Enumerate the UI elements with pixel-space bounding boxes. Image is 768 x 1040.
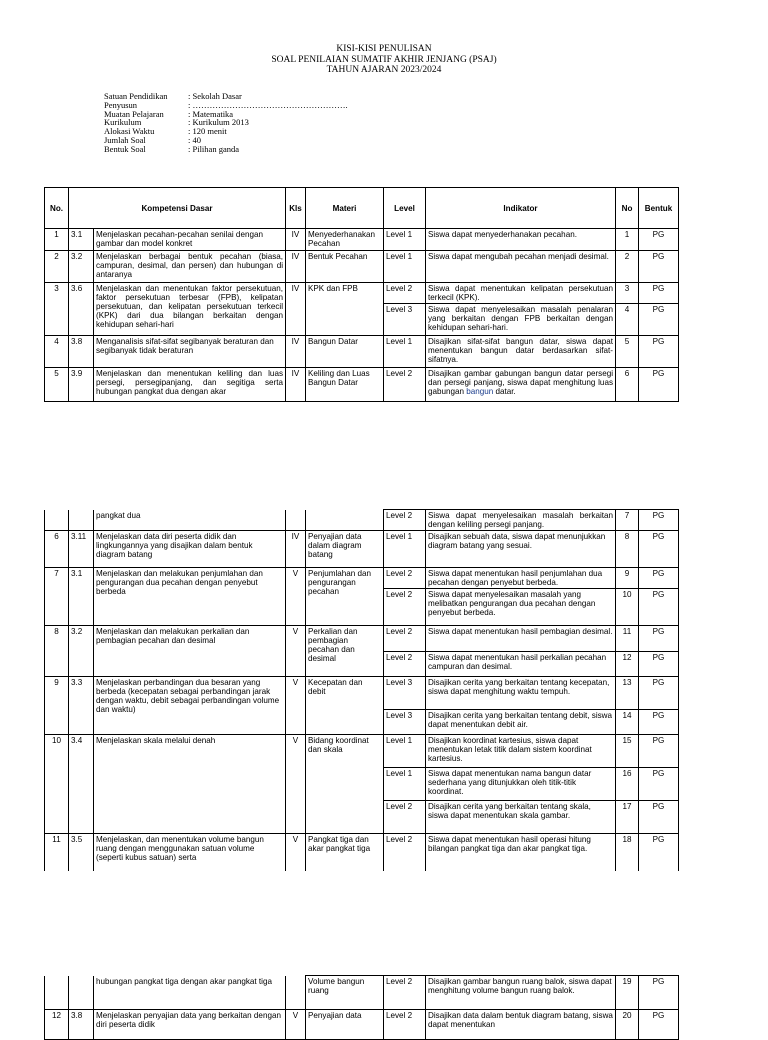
cell-level: Level 2 <box>384 801 426 834</box>
cell-no-soal: 13 <box>616 677 639 710</box>
cell-level: Level 1 <box>384 735 426 768</box>
cell-kd: Menjelaskan berbagai bentuk pecahan (biasa, campuran, desimal, dan persen) dan hubungan di antaranya <box>94 251 286 283</box>
info-label: Jumlah Soal <box>104 134 146 145</box>
cell-materi: Penjumlahan dan pengurangan pecahan <box>306 568 384 626</box>
cell-no-soal: 7 <box>616 510 639 531</box>
cell-materi: Volume bangun ruang <box>306 976 384 1010</box>
cell-bentuk: PG <box>639 589 679 626</box>
cell-no-soal: 9 <box>616 568 639 589</box>
cell-no: 10 <box>45 735 69 834</box>
cell-no-soal: 3 <box>616 283 639 304</box>
cell-no-soal: 14 <box>616 710 639 735</box>
cell-bentuk: PG <box>639 626 679 652</box>
cell-kd-no: 3.2 <box>69 626 94 677</box>
cell-bentuk: PG <box>639 368 679 402</box>
info-value: : 120 menit <box>188 126 227 137</box>
cell-no: 4 <box>45 336 69 368</box>
cell-kd: hubungan pangkat tiga dengan akar pangkat tiga <box>94 976 286 1010</box>
cell-level: Level 2 <box>384 368 426 402</box>
cell-bentuk: PG <box>639 531 679 568</box>
cell-no-soal: 4 <box>616 304 639 336</box>
cell-kd: Menganalisis sifat-sifat segibanyak beraturan dan segibanyak tidak beraturan <box>94 336 286 368</box>
title-line-2: SOAL PENILAIAN SUMATIF AKHIR JENJANG (PSAJ) <box>271 54 497 65</box>
header-kls: Kls <box>286 188 306 229</box>
title-line-1: KISI-KISI PENULISAN <box>336 44 432 54</box>
cell-no-soal: 18 <box>616 834 639 872</box>
table-row <box>45 677 679 710</box>
cell-bentuk: PG <box>639 1010 679 1040</box>
cell-bentuk: PG <box>639 710 679 735</box>
cell-level: Level 3 <box>384 304 426 336</box>
header-indikator: Indikator <box>426 188 616 229</box>
cell-kls: V <box>286 677 306 735</box>
cell-indikator: Siswa dapat menentukan kelipatan persekutuan terkecil (KPK). <box>426 283 616 304</box>
cell-bentuk: PG <box>639 768 679 801</box>
cell-bentuk: PG <box>639 229 679 251</box>
info-value: : Pilihan ganda <box>188 143 239 154</box>
cell-kls: IV <box>286 251 306 283</box>
cell-no: 6 <box>45 531 69 568</box>
cell-materi: Pangkat tiga dan akar pangkat tiga <box>306 834 384 872</box>
cell-kd-no: 3.5 <box>69 834 94 872</box>
cell-kls: IV <box>286 229 306 251</box>
cell-level: Level 3 <box>384 677 426 710</box>
cell-kd: Menjelaskan data diri peserta didik dan lingkungannya yang disajikan dalam bentuk diagram batang <box>94 531 286 568</box>
cell-kd-no: 3.11 <box>69 531 94 568</box>
cell-kd: Menjelaskan, dan menentukan volume bangun ruang dengan menggunakan satuan volume (seperti kubus satuan) serta <box>94 834 286 872</box>
cell-no: 9 <box>45 677 69 735</box>
cell-bentuk: PG <box>639 510 679 531</box>
cell-kd: Menjelaskan pecahan-pecahan senilai dengan gambar dan model konkret <box>94 229 286 251</box>
cell-level: Level 1 <box>384 336 426 368</box>
header-bentuk: Bentuk <box>639 188 679 229</box>
cell-no: 11 <box>45 834 69 872</box>
cell-kd-no <box>69 510 94 531</box>
info-label: Muatan Pelajaran <box>104 108 164 119</box>
cell-bentuk: PG <box>639 652 679 677</box>
cell-kls: V <box>286 626 306 677</box>
table-row <box>45 510 679 531</box>
cell-level: Level 1 <box>384 251 426 283</box>
cell-materi: Keliling dan Luas Bangun Datar <box>306 368 384 402</box>
info-value: : 40 <box>188 134 201 145</box>
cell-indikator: Disajikan koordinat kartesius, siswa dapat menentukan letak titik dalam sistem koordinat kartesius. <box>426 735 616 768</box>
cell-indikator: Siswa dapat menyelesaikan masalah yang melibatkan pengurangan dua pecahan dengan penyebut berbeda. <box>426 589 616 626</box>
cell-no-soal: 19 <box>616 976 639 1010</box>
cell-materi: Penyajian data dalam diagram batang <box>306 531 384 568</box>
cell-materi: Menyederhanakan Pecahan <box>306 229 384 251</box>
indikator-text: datar. <box>493 387 516 396</box>
cell-no-soal: 20 <box>616 1010 639 1040</box>
cell-indikator: Siswa dapat mengubah pecahan menjadi desimal. <box>426 251 616 283</box>
info-value: : Matematika <box>188 108 234 119</box>
info-value: : Kurikulum 2013 <box>188 117 249 128</box>
cell-no: 7 <box>45 568 69 626</box>
cell-no-soal: 15 <box>616 735 639 768</box>
cell-no-soal: 8 <box>616 531 639 568</box>
cell-indikator: Siswa dapat menyelesaikan masalah penalaran yang berkaitan dengan FPB berkaitan dengan kehidupan sehari-hari. <box>426 304 616 336</box>
cell-level: Level 2 <box>384 976 426 1010</box>
cell-kd-no: 3.9 <box>69 368 94 402</box>
cell-kd-no <box>69 976 94 1010</box>
cell-bentuk: PG <box>639 251 679 283</box>
cell-indikator: Disajikan cerita yang berkaitan tentang skala, siswa dapat menentukan skala gambar. <box>426 801 616 834</box>
cell-indikator: Siswa dapat menyederhanakan pecahan. <box>426 229 616 251</box>
cell-no-soal: 10 <box>616 589 639 626</box>
cell-bentuk: PG <box>639 283 679 304</box>
cell-indikator: Siswa dapat menyelesaikan masalah berkaitan dengan keliling persegi panjang. <box>426 510 616 531</box>
cell-kls <box>286 976 306 1010</box>
cell-kd-no: 3.8 <box>69 336 94 368</box>
cell-level: Level 2 <box>384 1010 426 1040</box>
cell-bentuk: PG <box>639 677 679 710</box>
cell-kls: IV <box>286 531 306 568</box>
info-label: Alokasi Waktu <box>104 126 155 137</box>
indikator-text-highlight: bangun <box>466 387 494 396</box>
cell-level: Level 2 <box>384 652 426 677</box>
cell-bentuk: PG <box>639 735 679 768</box>
cell-kd: Menjelaskan penyajian data yang berkaitan dengan diri peserta didik <box>94 1010 286 1040</box>
cell-kls: V <box>286 568 306 626</box>
header-materi: Materi <box>306 188 384 229</box>
table-row <box>45 735 679 768</box>
table-row <box>45 976 679 1010</box>
cell-kd-no: 3.6 <box>69 283 94 336</box>
cell-bentuk: PG <box>639 976 679 1010</box>
cell-no: 5 <box>45 368 69 402</box>
info-label: Bentuk Soal <box>104 143 146 154</box>
cell-kd: Menjelaskan perbandingan dua besaran yang berbeda (kecepatan sebagai perbandingan jarak dengan waktu, debit sebagai perbandingan volume dan waktu) <box>94 677 286 735</box>
cell-level: Level 1 <box>384 768 426 801</box>
header-level: Level <box>384 188 426 229</box>
title-line-3: TAHUN AJARAN 2023/2024 <box>326 65 442 75</box>
cell-level: Level 2 <box>384 283 426 304</box>
cell-no-soal: 6 <box>616 368 639 402</box>
cell-kls: V <box>286 834 306 872</box>
cell-kls: IV <box>286 368 306 402</box>
table-row <box>45 834 679 872</box>
cell-level: Level 2 <box>384 834 426 872</box>
cell-no: 1 <box>45 229 69 251</box>
cell-no-soal: 12 <box>616 652 639 677</box>
cell-indikator: Disajikan cerita yang berkaitan tentang kecepatan, siswa dapat menghitung waktu tempuh. <box>426 677 616 710</box>
cell-no-soal: 11 <box>616 626 639 652</box>
table-row <box>45 626 679 652</box>
cell-kd: Menjelaskan dan menentukan keliling dan luas persegi, persegipanjang, dan segitiga serta hubungan pangkat dua dengan akar <box>94 368 286 402</box>
cell-materi: Bangun Datar <box>306 336 384 368</box>
cell-kd: Menjelaskan dan menentukan faktor persekutuan, faktor persekutuan terbesar (FPB), kelipatan persekutuan, dan kelipatan persekutuan terkecil (KPK) dari dua bilangan berkaitan dengan kehidupan sehari-hari <box>94 283 286 336</box>
info-label: Satuan Pendidikan <box>104 91 168 101</box>
header-kd: Kompetensi Dasar <box>69 188 286 229</box>
cell-kls: V <box>286 1010 306 1040</box>
cell-kls <box>286 510 306 531</box>
cell-bentuk: PG <box>639 801 679 834</box>
cell-no: 12 <box>45 1010 69 1040</box>
header-no-soal: No <box>616 188 639 229</box>
cell-bentuk: PG <box>639 834 679 872</box>
cell-kd-no: 3.1 <box>69 568 94 626</box>
cell-kd-no: 3.8 <box>69 1010 94 1040</box>
cell-indikator: Siswa dapat menentukan hasil pembagian desimal. <box>426 626 616 652</box>
cell-kd: Menjelaskan dan melakukan perkalian dan pembagian pecahan dan desimal <box>94 626 286 677</box>
cell-level: Level 2 <box>384 626 426 652</box>
cell-materi: Bidang koordinat dan skala <box>306 735 384 834</box>
cell-no-soal: 5 <box>616 336 639 368</box>
cell-kd: Menjelaskan skala melalui denah <box>94 735 286 834</box>
cell-no <box>45 976 69 1010</box>
cell-indikator: Disajikan cerita yang berkaitan tentang debit, siswa dapat menentukan debit air. <box>426 710 616 735</box>
kisi-kisi-table-3 <box>44 975 679 1040</box>
cell-indikator: Siswa dapat menentukan nama bangun datar sederhana yang ditunjukkan oleh titik-titik koordinat. <box>426 768 616 801</box>
cell-indikator: Disajikan data dalam bentuk diagram batang, siswa dapat menentukan <box>426 1010 616 1040</box>
cell-materi: KPK dan FPB <box>306 283 384 336</box>
cell-bentuk: PG <box>639 304 679 336</box>
cell-no: 8 <box>45 626 69 677</box>
header-no: No. <box>45 188 69 229</box>
cell-no-soal: 16 <box>616 768 639 801</box>
cell-indikator: Disajikan sebuah data, siswa dapat menunjukkan diagram batang yang sesuai. <box>426 531 616 568</box>
cell-bentuk: PG <box>639 336 679 368</box>
cell-no-soal: 2 <box>616 251 639 283</box>
cell-level: Level 3 <box>384 710 426 735</box>
cell-no: 2 <box>45 251 69 283</box>
table-row <box>45 1010 679 1040</box>
table-row <box>45 531 679 568</box>
cell-kd-no: 3.1 <box>69 229 94 251</box>
cell-level: Level 2 <box>384 568 426 589</box>
cell-materi: Perkalian dan pembagian pecahan dan desimal <box>306 626 384 677</box>
info-label: Kurikulum <box>104 117 142 128</box>
cell-indikator: Siswa dapat menentukan hasil operasi hitung bilangan pangkat tiga dan akar pangkat tiga. <box>426 834 616 872</box>
table-row <box>45 568 679 589</box>
cell-indikator: Disajikan sifat-sifat bangun datar, siswa dapat menentukan bangun datar berdasarkan sifat-sifatnya. <box>426 336 616 368</box>
cell-kls: V <box>286 735 306 834</box>
cell-kd-no: 3.3 <box>69 677 94 735</box>
cell-kd: Menjelaskan dan melakukan penjumlahan dan pengurangan dua pecahan dengan penyebut berbeda <box>94 568 286 626</box>
cell-level: Level 1 <box>384 531 426 568</box>
cell-materi: Penyajian data <box>306 1010 384 1040</box>
cell-no: 3 <box>45 283 69 336</box>
indikator-text: Disajikan gambar gabungan bangun datar persegi dan persegi panjang, siswa dapat menghitung luas gabungan <box>428 369 613 396</box>
cell-indikator: Siswa dapat menentukan hasil penjumlahan dua pecahan dengan penyebut berbeda. <box>426 568 616 589</box>
cell-indikator: Disajikan gambar bangun ruang balok, siswa dapat menghitung volume bangun ruang balok. <box>426 976 616 1010</box>
cell-no-soal: 1 <box>616 229 639 251</box>
cell-kls: IV <box>286 283 306 336</box>
info-value: : ………………………………………………. <box>188 99 348 110</box>
info-value: : Sekolah Dasar <box>188 91 242 101</box>
cell-kd-no: 3.4 <box>69 735 94 834</box>
cell-no-soal: 17 <box>616 801 639 834</box>
cell-no <box>45 510 69 531</box>
cell-bentuk: PG <box>639 568 679 589</box>
cell-materi: Kecepatan dan debit <box>306 677 384 735</box>
kisi-kisi-table-2 <box>44 509 679 871</box>
cell-level: Level 2 <box>384 589 426 626</box>
cell-kls: IV <box>286 336 306 368</box>
cell-kd: pangkat dua <box>94 510 286 531</box>
cell-level: Level 2 <box>384 510 426 531</box>
info-label: Penyusun <box>104 99 138 110</box>
cell-kd-no: 3.2 <box>69 251 94 283</box>
cell-level: Level 1 <box>384 229 426 251</box>
cell-materi <box>306 510 384 531</box>
cell-indikator: Siswa dapat menentukan hasil perkalian pecahan campuran dan desimal. <box>426 652 616 677</box>
cell-materi: Bentuk Pecahan <box>306 251 384 283</box>
